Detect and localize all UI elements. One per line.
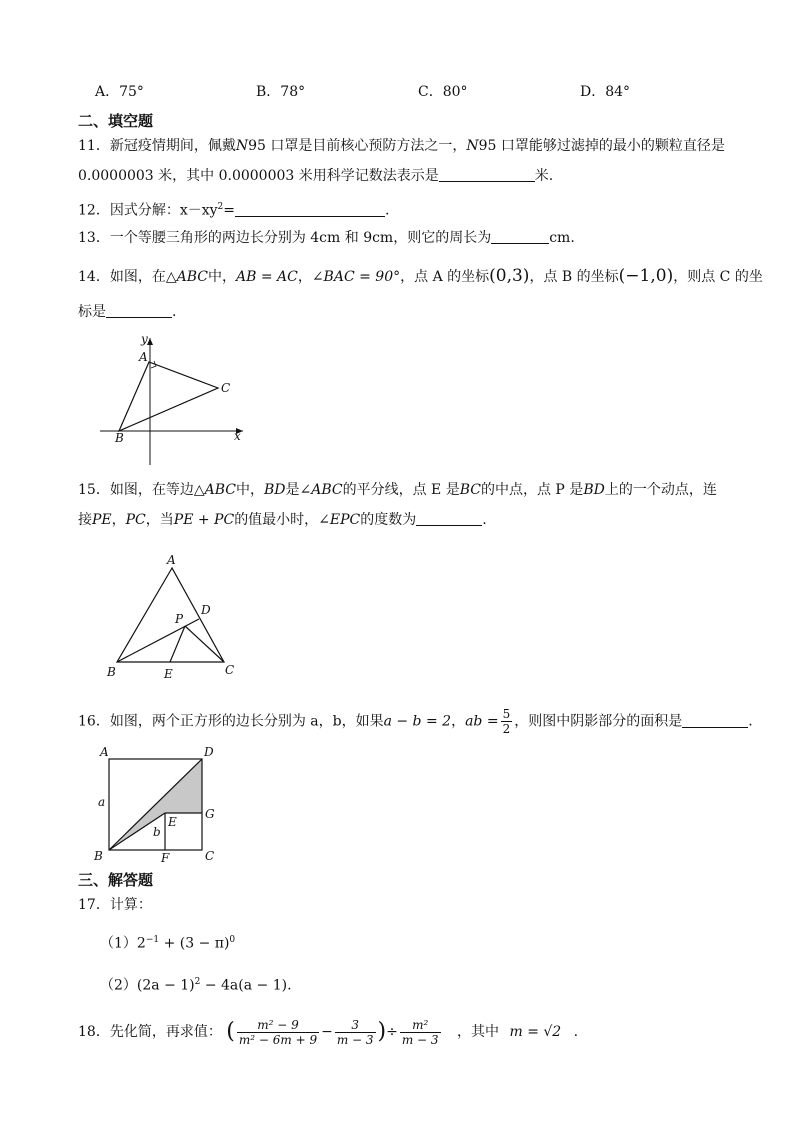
option-b: B．78° <box>256 84 306 100</box>
q12-sup: 2 <box>217 202 224 212</box>
figure-15 <box>100 550 250 685</box>
q14-coord-a: (0,3) <box>489 266 530 286</box>
q18-fraction-2 <box>335 1018 376 1047</box>
q14-text: ，则点 C 的坐 <box>673 269 763 285</box>
section-title-answer: 三、解答题 <box>78 871 154 889</box>
q18-f1-num: m² − 9 <box>237 1018 319 1033</box>
q15-bd: BD <box>263 482 286 498</box>
q15-bd2: BD <box>583 482 605 498</box>
q14-text: 14．如图，在 <box>78 269 166 285</box>
q18-paren-close: ) <box>377 1019 387 1044</box>
q16-end: . <box>748 713 753 730</box>
q14-coord-b: (−1,0) <box>618 266 674 286</box>
q15-text: 上的一个动点，连 <box>604 482 717 498</box>
q17-p2-end: . <box>287 977 292 994</box>
label-c: C <box>225 663 235 677</box>
label-x: x <box>234 429 241 443</box>
question-17-part2 <box>100 972 292 996</box>
q15-text: 15．如图，在等边 <box>78 482 194 498</box>
q14-line2: 标是 <box>78 304 106 320</box>
section-title-fill-blank: 二、填空题 <box>78 112 154 130</box>
q12-end: . <box>384 202 390 219</box>
q12-text: 12．因式分解：x－xy <box>78 202 218 219</box>
q11-text-mid: 95 口罩是目前核心预防方法之一， <box>248 138 467 154</box>
q17-p1-label: （1） <box>100 935 137 952</box>
q18-where: ，其中 <box>457 1024 500 1040</box>
q15-text: 的值最小时， <box>234 512 319 528</box>
q14-text: ，点 B 的坐标 <box>529 269 619 285</box>
label-side-a: a <box>98 795 106 809</box>
q15-bc: BC <box>459 482 481 498</box>
q18-cond: m = √2 <box>509 1024 562 1040</box>
right-angle-mark <box>151 361 156 368</box>
option-d: D．84° <box>580 84 631 100</box>
label-f: F <box>161 851 170 865</box>
q16-numerator: 5 <box>502 707 511 721</box>
q17-p1-a: 2 <box>136 935 146 952</box>
question-15-line1 <box>78 480 717 500</box>
q13-end: cm. <box>549 230 575 246</box>
question-11-line1 <box>78 136 725 156</box>
label-p: P <box>175 612 184 626</box>
q15-sum: PE + PC <box>173 512 235 528</box>
q17-p1-a-sup: −1 <box>145 935 160 945</box>
label-a: A <box>167 553 176 567</box>
q15-end: . <box>482 512 487 528</box>
option-a: A．75° <box>95 84 144 100</box>
q14-end: . <box>172 304 177 320</box>
label-c: C <box>221 381 231 395</box>
q18-fraction-3 <box>400 1018 441 1047</box>
answer-blank-15[interactable] <box>416 511 482 526</box>
label-c: C <box>205 849 215 863</box>
q12-eq: = <box>223 202 235 219</box>
segment-pc <box>185 626 224 662</box>
q11-line2: 0.0000003 米，其中 0.0000003 米用科学记数法表示是 <box>78 168 439 184</box>
question-17-title: 17．计算： <box>78 897 152 913</box>
q14-eq1: AB = AC <box>235 269 298 285</box>
q11-text-end: 95 口罩能够过滤掉的最小的颗粒直径是 <box>478 138 725 154</box>
q18-f2-den: m − 3 <box>336 1032 374 1047</box>
q16-eq1: a − b = 2 <box>383 713 452 730</box>
q15-epc: ∠EPC <box>318 512 361 528</box>
label-b: B <box>107 665 116 679</box>
q18-text: 18．先化简，再求值： <box>78 1024 222 1040</box>
answer-blank-11[interactable] <box>439 167 535 182</box>
q16-fraction <box>501 707 513 736</box>
q14-text: ， <box>297 269 312 285</box>
q18-f2-num: 3 <box>335 1018 376 1033</box>
question-17-part1 <box>100 930 235 954</box>
q14-triangle: △ABC <box>165 269 208 285</box>
q18-div: ÷ <box>386 1024 398 1040</box>
label-b: B <box>94 849 103 863</box>
q15-text: 是 <box>285 482 300 498</box>
question-11-line2 <box>78 166 553 186</box>
q18-f1-den: m² − 6m + 9 <box>238 1032 318 1047</box>
q18-f3-den: m − 3 <box>401 1032 439 1047</box>
label-g: G <box>205 807 215 821</box>
label-e: E <box>164 667 173 681</box>
q11-n95-b: N <box>466 138 479 154</box>
q15-text: ，当 <box>145 512 174 528</box>
q16-eq2: ab = <box>465 713 499 730</box>
question-18 <box>78 1012 578 1052</box>
label-d: D <box>201 603 211 617</box>
q15-text: 的度数为 <box>360 512 417 528</box>
label-a: A <box>100 745 109 759</box>
q18-f3-num: m² <box>400 1018 441 1033</box>
q16-denominator: 2 <box>502 722 511 736</box>
q15-text: 中， <box>235 482 264 498</box>
q18-minus: − <box>321 1024 333 1040</box>
q17-p2-a: (2a − 1) <box>136 977 195 994</box>
q15-pc: PC <box>125 512 146 528</box>
q14-eq2: ∠BAC = 90° <box>311 269 401 285</box>
q14-text: 中， <box>207 269 236 285</box>
answer-blank-16[interactable] <box>682 713 748 728</box>
label-e: E <box>168 815 177 829</box>
y-axis-arrow-icon <box>147 338 153 345</box>
q11-n95-a: N <box>235 138 249 154</box>
q16-text: 16．如图，两个正方形的边长分别为 a，b，如果 <box>78 713 384 730</box>
q18-paren-open: ( <box>226 1019 235 1044</box>
q17-p2-label: （2） <box>100 977 137 994</box>
answer-blank-12[interactable] <box>235 202 385 217</box>
figure-14 <box>95 330 255 470</box>
question-14-line1 <box>78 266 763 287</box>
label-b: B <box>115 431 124 445</box>
label-a: A <box>139 350 148 364</box>
q15-pe: PE <box>92 512 112 528</box>
question-13 <box>78 228 575 248</box>
question-12 <box>78 197 389 221</box>
q15-triangle: △ABC <box>193 482 236 498</box>
q15-text: 接 <box>78 512 92 528</box>
figure-16 <box>92 742 227 867</box>
q18-fraction-1 <box>237 1018 319 1047</box>
q13-text: 13．一个等腰三角形的两边长分别为 4cm 和 9cm，则它的周长为 <box>78 230 492 246</box>
q17-p2-b: − 4a(a − 1) <box>200 977 288 994</box>
q15-text: 的中点，点 P 是 <box>480 482 584 498</box>
label-y: y <box>141 332 148 346</box>
q11-line2-end: 米. <box>534 168 554 184</box>
q16-text: ，则图中阴影部分的面积是 <box>514 713 683 730</box>
q18-end: . <box>573 1024 579 1040</box>
q16-text: ， <box>451 713 466 730</box>
q17-p1-b-sup: 0 <box>229 935 236 945</box>
question-16 <box>78 707 753 736</box>
q15-text: 的平分线，点 E 是 <box>342 482 460 498</box>
q17-p2-a-sup: 2 <box>194 977 201 987</box>
option-c: C．80° <box>418 84 468 100</box>
label-d: D <box>204 745 214 759</box>
q14-text: ，点 A 的坐标 <box>400 269 490 285</box>
triangle-abc <box>119 362 218 431</box>
q17-p1-b: + (3 − π) <box>159 935 230 952</box>
question-15-line2 <box>78 510 487 530</box>
q11-text: 11．新冠疫情期间，佩戴 <box>78 138 236 154</box>
label-side-b: b <box>153 825 161 839</box>
question-14-line2 <box>78 302 176 322</box>
q15-angle: ∠ABC <box>299 482 343 498</box>
segment-pe <box>170 626 185 662</box>
q15-text: ， <box>111 512 126 528</box>
answer-blank-14[interactable] <box>106 303 172 318</box>
answer-blank-13[interactable] <box>491 229 549 244</box>
